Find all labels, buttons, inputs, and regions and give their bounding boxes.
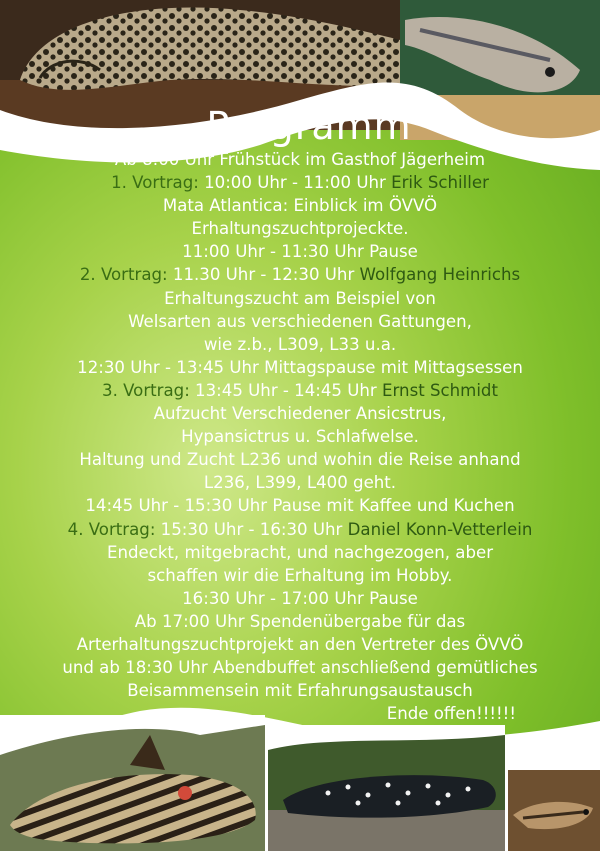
talk-line-1 bbox=[0, 171, 600, 194]
photo-royal-pleco-bottom-left bbox=[0, 715, 265, 851]
schedule-line: Erhaltungszuchtprojeckte. bbox=[191, 219, 409, 239]
schedule-line: Hypansictrus u. Schlafwelse. bbox=[181, 427, 419, 447]
talk-line-4 bbox=[0, 518, 600, 541]
schedule-line: Beisammensein mit Erfahrungsaustausch bbox=[127, 681, 473, 701]
program-schedule bbox=[0, 148, 600, 725]
closing-line: Ende offen!!!!!! bbox=[386, 704, 516, 724]
page-title: Programm bbox=[206, 104, 412, 148]
talk-time: 11.30 Uhr - 12:30 Uhr bbox=[167, 265, 360, 285]
schedule-line: 14:45 Uhr - 15:30 Uhr Pause mit Kaffee und Kuchen bbox=[85, 496, 515, 516]
talk-line-3 bbox=[0, 379, 600, 402]
schedule-line: 12:30 Uhr - 13:45 Uhr Mittagspause mit Mittagsessen bbox=[77, 357, 523, 377]
schedule-line: 11:00 Uhr - 11:30 Uhr Pause bbox=[182, 242, 418, 262]
schedule-line: wie z.b., L309, L33 u.a. bbox=[203, 334, 397, 354]
schedule-line: Mata Atlantica: Einblick im ÖVVÖ bbox=[162, 196, 438, 216]
schedule-line: Erhaltungszucht am Beispiel von bbox=[164, 288, 436, 308]
talk-time: 15:30 Uhr - 16:30 Uhr bbox=[155, 519, 348, 539]
talk-label: 4. Vortrag: bbox=[67, 519, 156, 539]
schedule-line: Welsarten aus verschiedenen Gattungen, bbox=[128, 311, 472, 331]
schedule-line: und ab 18:30 Uhr Abendbuffet anschließend gemütliches bbox=[62, 658, 538, 678]
talk-label: 2. Vortrag: bbox=[79, 265, 168, 285]
talk-time: 10:00 Uhr - 11:00 Uhr bbox=[198, 173, 392, 193]
schedule-line: Endeckt, mitgebracht, und nachgezogen, aber bbox=[106, 542, 494, 562]
photo-spotted-pleco-bottom-middle bbox=[268, 725, 505, 851]
talk-time: 13:45 Uhr - 14:45 Uhr bbox=[189, 380, 383, 400]
schedule-line: Ab 8:00 Uhr Frühstück im Gasthof Jägerheim bbox=[114, 150, 486, 169]
speaker-name: Wolfgang Heinrichs bbox=[359, 265, 521, 285]
schedule-line: 16:30 Uhr - 17:00 Uhr Pause bbox=[182, 588, 418, 608]
schedule-line: Ab 17:00 Uhr Spendenübergabe für das bbox=[134, 611, 466, 631]
schedule-line: Arterhaltungszuchtprojekt an den Vertreter des ÖVVÖ bbox=[76, 634, 524, 654]
schedule-line: Haltung und Zucht L236 und wohin die Reise anhand bbox=[79, 450, 521, 470]
schedule-line: Aufzucht Verschiedener Ansicstrus, bbox=[153, 404, 447, 424]
speaker-name: Ernst Schmidt bbox=[382, 380, 498, 400]
schedule-line: L236, L399, L400 geht. bbox=[203, 473, 397, 493]
photo-corydoras-bottom-right bbox=[508, 770, 600, 851]
speaker-name: Daniel Konn-Vetterlein bbox=[347, 519, 533, 539]
talk-label: 1. Vortrag: bbox=[111, 173, 199, 193]
speaker-name: Erik Schiller bbox=[391, 173, 489, 193]
talk-line-2 bbox=[0, 263, 600, 286]
talk-label: 3. Vortrag: bbox=[102, 380, 190, 400]
schedule-line: schaffen wir die Erhaltung im Hobby. bbox=[147, 565, 453, 585]
